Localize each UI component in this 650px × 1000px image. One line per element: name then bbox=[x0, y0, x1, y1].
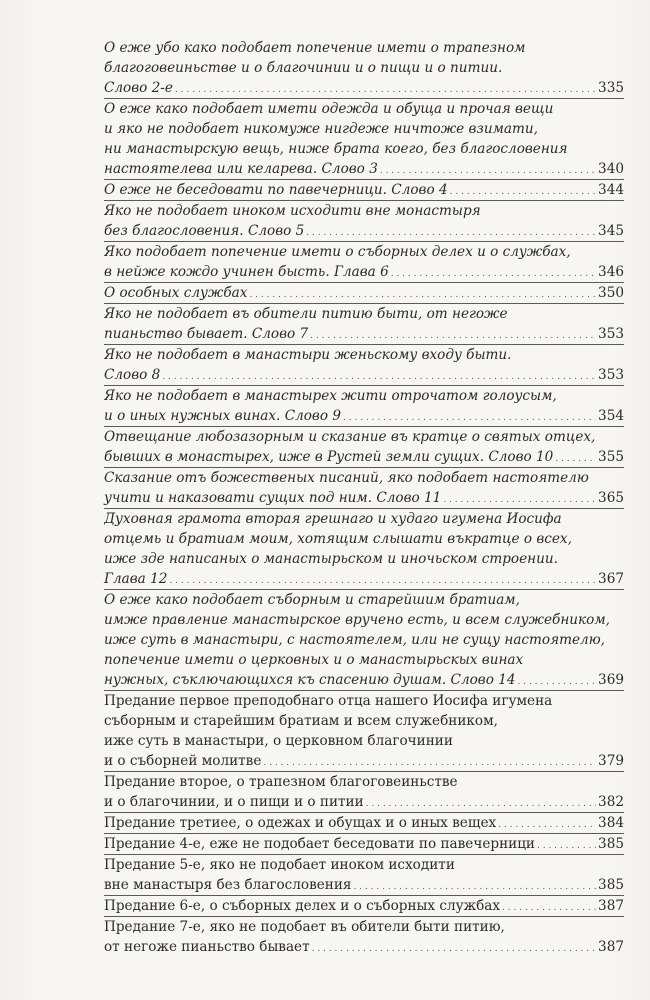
toc-entry-title: Слово 2-е bbox=[104, 80, 173, 96]
page-number: 382 bbox=[598, 794, 624, 810]
toc-entry-line: отцемь и братиам моим, хотящим слышати въкратце о всех, bbox=[104, 531, 572, 547]
toc-entry-title: учити и наказовати сущих под ним. Слово 11 bbox=[104, 490, 442, 506]
toc-entry-line: Предание 5-е, яко не подобает иноком исходити bbox=[104, 857, 455, 873]
toc-entry-last-line bbox=[104, 365, 624, 385]
toc-entry bbox=[104, 854, 624, 895]
toc-entry-last-line bbox=[104, 78, 624, 98]
dot-leader bbox=[175, 78, 596, 100]
page-number: 350 bbox=[598, 285, 624, 301]
toc-entry-line: иже зде написаных о манастырьском и иночьском строении. bbox=[104, 551, 558, 567]
dot-leader bbox=[162, 365, 596, 387]
toc-entry-line: и яко не подобает никомуже нигдеже ничтоже взимати, bbox=[104, 121, 538, 137]
toc-entry-title: О еже не беседовати по павечерници. Слово 4 bbox=[104, 182, 448, 198]
toc-entry-line: О еже како подобает съборным и старейшим братиам, bbox=[104, 592, 520, 608]
toc-entry-last-line bbox=[104, 751, 624, 771]
toc-entry bbox=[104, 385, 624, 426]
toc-entry-title: и о съборней молитве bbox=[104, 753, 262, 769]
toc-entry bbox=[104, 98, 624, 179]
toc-entry-last-line bbox=[104, 447, 624, 467]
toc-entry-last-line bbox=[104, 813, 624, 833]
toc-entry-title: Предание 4-е, еже не подобает беседовати по павечерници bbox=[104, 836, 535, 852]
toc-entry-title: настоятелева или келарева. Слово 3 bbox=[104, 161, 378, 177]
page-number: 344 bbox=[598, 182, 624, 198]
page-number: 367 bbox=[598, 571, 624, 587]
toc-entry bbox=[104, 812, 624, 833]
toc-entry-title: и о иных нужных винах. Слово 9 bbox=[104, 408, 341, 424]
page-number: 353 bbox=[598, 367, 624, 383]
dot-leader bbox=[502, 896, 596, 918]
toc-entry bbox=[104, 200, 624, 241]
toc-entry bbox=[104, 467, 624, 508]
dot-leader bbox=[310, 324, 596, 346]
toc-entry-last-line bbox=[104, 569, 624, 589]
toc-entry-title: без благословения. Слово 5 bbox=[104, 223, 305, 239]
dot-leader bbox=[518, 670, 597, 692]
dot-leader bbox=[380, 159, 596, 181]
page-number: 387 bbox=[598, 898, 624, 914]
dot-leader bbox=[249, 283, 596, 305]
table-of-contents bbox=[104, 38, 624, 957]
page-number: 384 bbox=[598, 815, 624, 831]
toc-entry-title: вне манастыря без благословения bbox=[104, 877, 352, 893]
toc-entry bbox=[104, 916, 624, 957]
dot-leader bbox=[354, 875, 597, 897]
toc-entry-last-line bbox=[104, 221, 624, 241]
toc-entry-title: бывших в монастырех, иже в Рустей земли сущих. Слово 10 bbox=[104, 449, 554, 465]
toc-entry-last-line bbox=[104, 262, 624, 282]
dot-leader bbox=[366, 792, 596, 814]
toc-entry-title: О особных службах bbox=[104, 285, 248, 301]
toc-entry-last-line bbox=[104, 180, 624, 200]
dot-leader bbox=[450, 180, 596, 202]
toc-entry-title: в нейже кождо учинен бысть. Глава 6 bbox=[104, 264, 389, 280]
toc-entry bbox=[104, 344, 624, 385]
toc-entry bbox=[104, 508, 624, 589]
dot-leader bbox=[555, 447, 596, 469]
toc-entry bbox=[104, 38, 624, 98]
toc-entry bbox=[104, 241, 624, 282]
page-number: 355 bbox=[598, 449, 624, 465]
toc-entry-last-line bbox=[104, 834, 624, 854]
dot-leader bbox=[443, 488, 596, 510]
page-number: 365 bbox=[598, 490, 624, 506]
toc-entry-last-line bbox=[104, 875, 624, 895]
toc-entry bbox=[104, 690, 624, 771]
page-number: 379 bbox=[598, 753, 624, 769]
page-number: 335 bbox=[598, 80, 624, 96]
toc-entry-line: Отвещание любозазорным и сказание въ кратце о святых отцех, bbox=[104, 429, 596, 445]
toc-entry-line: Яко не подобает въ обители питию быти, от негоже bbox=[104, 306, 508, 322]
toc-entry-last-line bbox=[104, 896, 624, 916]
toc-entry bbox=[104, 179, 624, 200]
toc-entry-line: Духовная грамота вторая грешнаго и худаго игумена Иосифа bbox=[104, 511, 562, 527]
toc-entry bbox=[104, 833, 624, 854]
page-number: 385 bbox=[598, 877, 624, 893]
dot-leader bbox=[498, 813, 596, 835]
page-number: 387 bbox=[598, 939, 624, 955]
toc-entry-line: О еже убо како подобает попечение имети о трапезном bbox=[104, 40, 526, 56]
page-number: 354 bbox=[598, 408, 624, 424]
dot-leader bbox=[312, 937, 596, 959]
toc-entry bbox=[104, 303, 624, 344]
dot-leader bbox=[537, 834, 596, 856]
toc-entry-last-line bbox=[104, 488, 624, 508]
toc-entry-last-line bbox=[104, 792, 624, 812]
toc-entry-title: пианьство бывает. Слово 7 bbox=[104, 326, 309, 342]
toc-entry-line: Яко не подобает в манастырех жити отрочатом голоусым, bbox=[104, 388, 557, 404]
toc-entry-last-line bbox=[104, 159, 624, 179]
dot-leader bbox=[263, 751, 596, 773]
page-number: 369 bbox=[598, 672, 624, 688]
toc-entry-line: Яко подобает попечение имети о съборных делех и о службах, bbox=[104, 244, 571, 260]
toc-entry-line: попечение имети о церковных и о манастырьскых винах bbox=[104, 652, 524, 668]
toc-entry-line: О еже како подобает имети одежда и обуща и прочая вещи bbox=[104, 101, 554, 117]
page-number: 353 bbox=[598, 326, 624, 342]
toc-entry-line: Предание 7-е, яко не подобает въ обители быти питию, bbox=[104, 919, 505, 935]
toc-entry-title: Глава 12 bbox=[104, 571, 168, 587]
page-number: 346 bbox=[598, 264, 624, 280]
toc-entry-last-line bbox=[104, 406, 624, 426]
toc-entry-last-line bbox=[104, 283, 624, 303]
toc-entry-line: благоговеиньстве и о благочинии и о пищи и о питии. bbox=[104, 60, 503, 76]
toc-entry bbox=[104, 771, 624, 812]
toc-entry-last-line bbox=[104, 670, 624, 690]
page-number: 385 bbox=[598, 836, 624, 852]
toc-entry-line: Предание второе, о трапезном благоговеиньстве bbox=[104, 774, 458, 790]
toc-entry-title: от негоже пианьство бывает bbox=[104, 939, 310, 955]
toc-entry-title: и о благочинии, и о пищи и о питии bbox=[104, 794, 364, 810]
toc-entry bbox=[104, 426, 624, 467]
toc-entry-title: Предание третиее, о одежах и обущах и о иных вещех bbox=[104, 815, 497, 831]
toc-entry-title: Слово 8 bbox=[104, 367, 161, 383]
toc-entry-line: ни манастырскую вещь, ниже брата коего, без благословения bbox=[104, 141, 568, 157]
dot-leader bbox=[343, 406, 596, 428]
dot-leader bbox=[306, 221, 596, 243]
toc-entry-line: съборным и старейшим братиам и всем служебником, bbox=[104, 713, 498, 729]
toc-entry-line: Сказание отъ божественых писаний, яко подобает настоятелю bbox=[104, 470, 589, 486]
toc-entry-title: нужных, съключающихся къ спасению душам. Слово 14 bbox=[104, 672, 516, 688]
toc-entry bbox=[104, 282, 624, 303]
dot-leader bbox=[169, 569, 596, 591]
toc-entry-last-line bbox=[104, 937, 624, 957]
toc-entry-line: иже суть в манастыри, с настоятелем, или не сущу настоятелю, bbox=[104, 632, 605, 648]
toc-entry-title: Предание 6-е, о съборных делех и о съборных службах bbox=[104, 898, 501, 914]
toc-entry-line: Яко не подобает иноком исходити вне монастыря bbox=[104, 203, 481, 219]
page-number: 345 bbox=[598, 223, 624, 239]
toc-entry-line: иже суть в манастыри, о церковном благочинии bbox=[104, 733, 453, 749]
page-number: 340 bbox=[598, 161, 624, 177]
dot-leader bbox=[391, 262, 596, 284]
toc-entry-last-line bbox=[104, 324, 624, 344]
toc-entry-line: Предание первое преподобнаго отца нашего Иосифа игумена bbox=[104, 693, 553, 709]
toc-entry bbox=[104, 589, 624, 690]
toc-entry bbox=[104, 895, 624, 916]
toc-entry-line: Яко не подобает в манастыри женьскому входу быти. bbox=[104, 347, 512, 363]
toc-entry-line: имже правление манастырское вручено есть, и всем служебником, bbox=[104, 612, 610, 628]
